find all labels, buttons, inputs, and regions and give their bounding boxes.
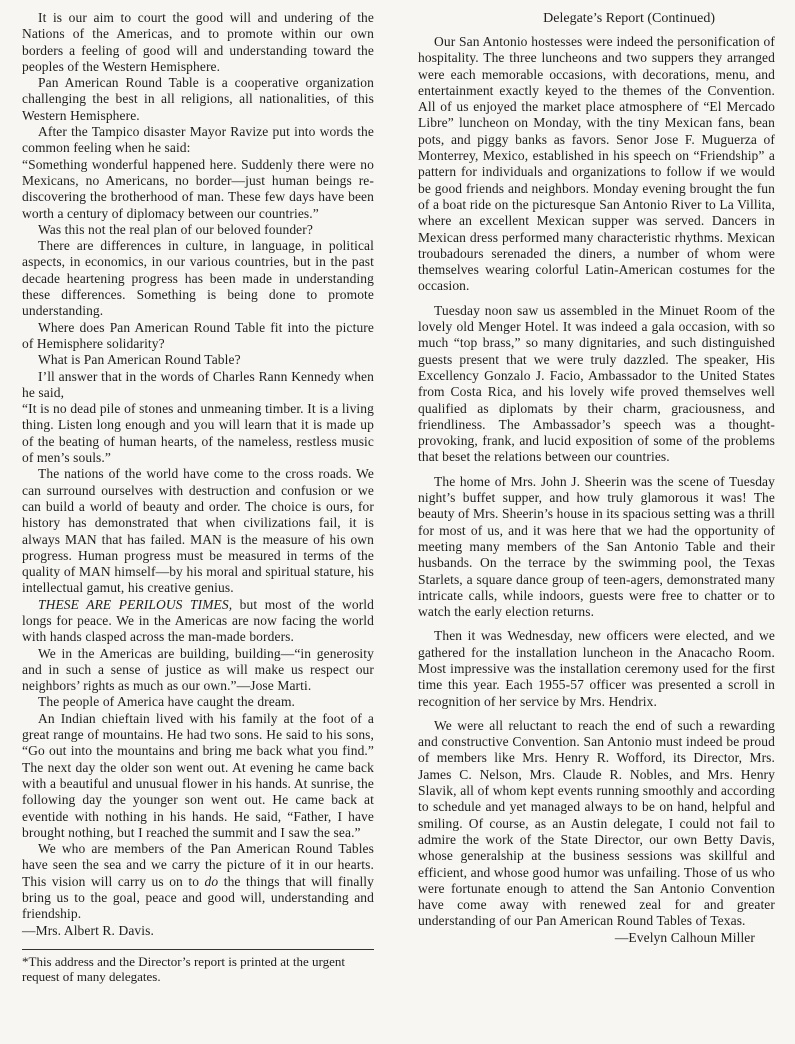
closing-text-a: We who are members of the Pan American Round Tables have seen the sea and we carry the picture of it in our hearts. This vision will carry us on to: [22, 841, 374, 889]
perilous-italic: THESE ARE PERILOUS TIMES,: [38, 596, 233, 612]
paragraph: We in the Americas are building, building—“in generosity and in such a sense of justice as will make us respect our neighbors’ rights as much as our own.”—Jose Marti.: [22, 645, 374, 694]
closing-italic: do: [204, 873, 219, 889]
paragraph-gap: [418, 620, 775, 628]
paragraph-gap: [418, 710, 775, 718]
signature-right: —Evelyn Calhoun Miller: [614, 929, 755, 945]
paragraph: What is Pan American Round Table?: [38, 352, 241, 368]
perilous-text: but most of the world longs for peace. We in the Americas are now facing the world with hands clasped across the man-made borders.: [22, 596, 374, 645]
paragraph: I’ll answer that in the words of Charles Rann Kennedy when he said,: [22, 368, 374, 400]
paragraph: Then it was Wednesday, new officers were elected, and we gathered for the installation luncheon in the Anacacho Room. Most impressive was the installation ceremony used for the first time this year. Each 1955-57 officer was presented a scroll in recognition of her service by Mrs. Hendrix.: [418, 628, 775, 709]
paragraph: Where does Pan American Round Table fit into the picture of Hemisphere solidarity?: [22, 319, 374, 351]
paragraph: There are differences in culture, in language, in political aspects, in economics, in our various countries, but in the past decade heartening progress has been made in understanding these differences. Something is being done to promote understanding.: [22, 238, 374, 319]
footnote-divider: [22, 949, 374, 950]
quotation: “Something wonderful happened here. Suddenly there were no Mexicans, no Americans, no border—just human beings re-discovering the brotherhood of man. These few days have been worth a century of diplomacy between our countries.”: [22, 156, 374, 221]
paragraph-gap: [418, 295, 775, 303]
paragraph: The nations of the world have come to the cross roads. We can surround ourselves with destruction and confusion or we can build a world of beauty and order. The choice is ours, for history has demonstrated that when civilizations fail, it is always MAN that has failed. MAN is the measure of his own progress. Human progress must be measured in terms of the quality of MAN himself—by his moral and spiritual stature, his intellectual gamut, his creative genius.: [22, 466, 374, 596]
paragraph: It is our aim to court the good will and undering of the Nations of the Americas, and to promote within our own borders a feeling of good will and understanding toward the peoples of the Western Hemisphere.: [22, 10, 374, 74]
paragraph-closing: [22, 841, 374, 922]
paragraph: Our San Antonio hostesses were indeed the personification of hospitality. The three luncheons and two suppers they arranged were each memorable occasions, with decorations, menu, and entertainment exactly keyed to the themes of the Convention. All of us enjoyed the market place atmosphere of “El Mercado Libre” luncheon on Monday, with the tiny Mexican fans, bean pots, and piggy banks as favors. Senor Jose F. Muguerza of Monterrey, Mexico, established in his speech on “Friendship” a pattern for individuals and organizations to follow if we would be good friends and neighbors. Monday evening brought the fun of a boat ride on the picturesque San Antonio River to La Villita, where an excellent Mexican supper was served. Dancers in Mexican dress performed many characteristic rhythms. Mexican troubadours serenaded the diners, a number of whom were themselves wearing colorful Latin-American costumes for the occasion.: [418, 34, 775, 294]
left-column: [22, 10, 374, 985]
paragraph: Pan American Round Table is a cooperative organization challenging the best in all religions, all nationalities, of this Western Hemisphere.: [22, 75, 374, 123]
paragraph: After the Tampico disaster Mayor Ravize put into words the common feeling when he said:: [22, 124, 374, 156]
section-heading: Delegate’s Report (Continued): [543, 11, 715, 26]
right-column: [418, 10, 775, 946]
paragraph: An Indian chieftain lived with his family at the foot of a great range of mountains. He had two sons. He said to his sons, “Go out into the mountains and bring me back what you find.” The next day the older son went out. At evening he came back with a beautiful and unusual flower in his hands. At sunrise, the following day the younger son went out. He came back at eventide with nothing in his hands. He said, “Father, I have brought nothing, but I reached the summit and I saw the sea.”: [22, 710, 374, 840]
paragraph-gap: [418, 466, 775, 474]
signature-left: —Mrs. Albert R. Davis.: [22, 922, 154, 938]
paragraph-perilous: [22, 597, 374, 646]
footnote: *This address and the Director’s report is printed at the urgent request of many delegates.: [22, 953, 345, 985]
closing-text-b: the things that will finally bring us to the goal, peace and good will, understanding and friendship.: [22, 873, 374, 922]
paragraph: We were all reluctant to reach the end of such a rewarding and constructive Convention. San Antonio must indeed be proud of members like Mrs. Henry R. Wofford, its Director, Mrs. James C. Nelson, Mrs. Claude R. Nobles, and Mrs. Henry Slavik, all of whom kept events running smoothly and according to schedule and yet managed always to be on hand, helpful and smiling. Of course, as an Austin delegate, I could not fail to admire the work of the State Director, our own Betty Davis, whose generalship at the business sessions was skillful and efficient, and whose good humor was unfailing. Those of us who were fortunate enough to attend the San Antonio Convention have come away with renewed zeal for and greater understanding of our Pan American Round Tables of Texas.: [418, 717, 775, 929]
paragraph: Tuesday noon saw us assembled in the Minuet Room of the lovely old Menger Hotel. It was indeed a gala occasion, with so much “top brass,” so many dignitaries, and such distinguished guests present that we were truly dazzled. The speaker, His Excellency Gonzalo J. Facio, Ambassador to the United States from Costa Rica, and his lovely wife proved themselves well qualified as diplomats by their charm, graciousness, and friendliness. The Ambassador’s speech was a thought-provoking, frank, and lucid exposition of some of the problems that beset the relations between our countries.: [418, 302, 775, 465]
quotation: “It is no dead pile of stones and unmeaning timber. It is a living thing. Listen long enough and you will learn that it is made up of the beating of human hearts, of the nameless, restless music of men’s souls.”: [22, 401, 374, 466]
paragraph: Was this not the real plan of our beloved founder?: [38, 221, 313, 237]
paragraph: The home of Mrs. John J. Sheerin was the scene of Tuesday night’s buffet supper, and how truly glamorous it was! The beauty of Mrs. Sheerin’s house in its spacious setting was a thrill for most of us, and it was here that we had the opportunity of meeting many members of the San Antonio Table and their husbands. On the terrace by the swimming pool, the Texas Starlets, a square dance group of teen-agers, demonstrated many intricate calls, while indoors, guests were free to chatter or to watch the early election returns.: [418, 473, 775, 620]
paragraph: The people of America have caught the dream.: [38, 694, 296, 710]
